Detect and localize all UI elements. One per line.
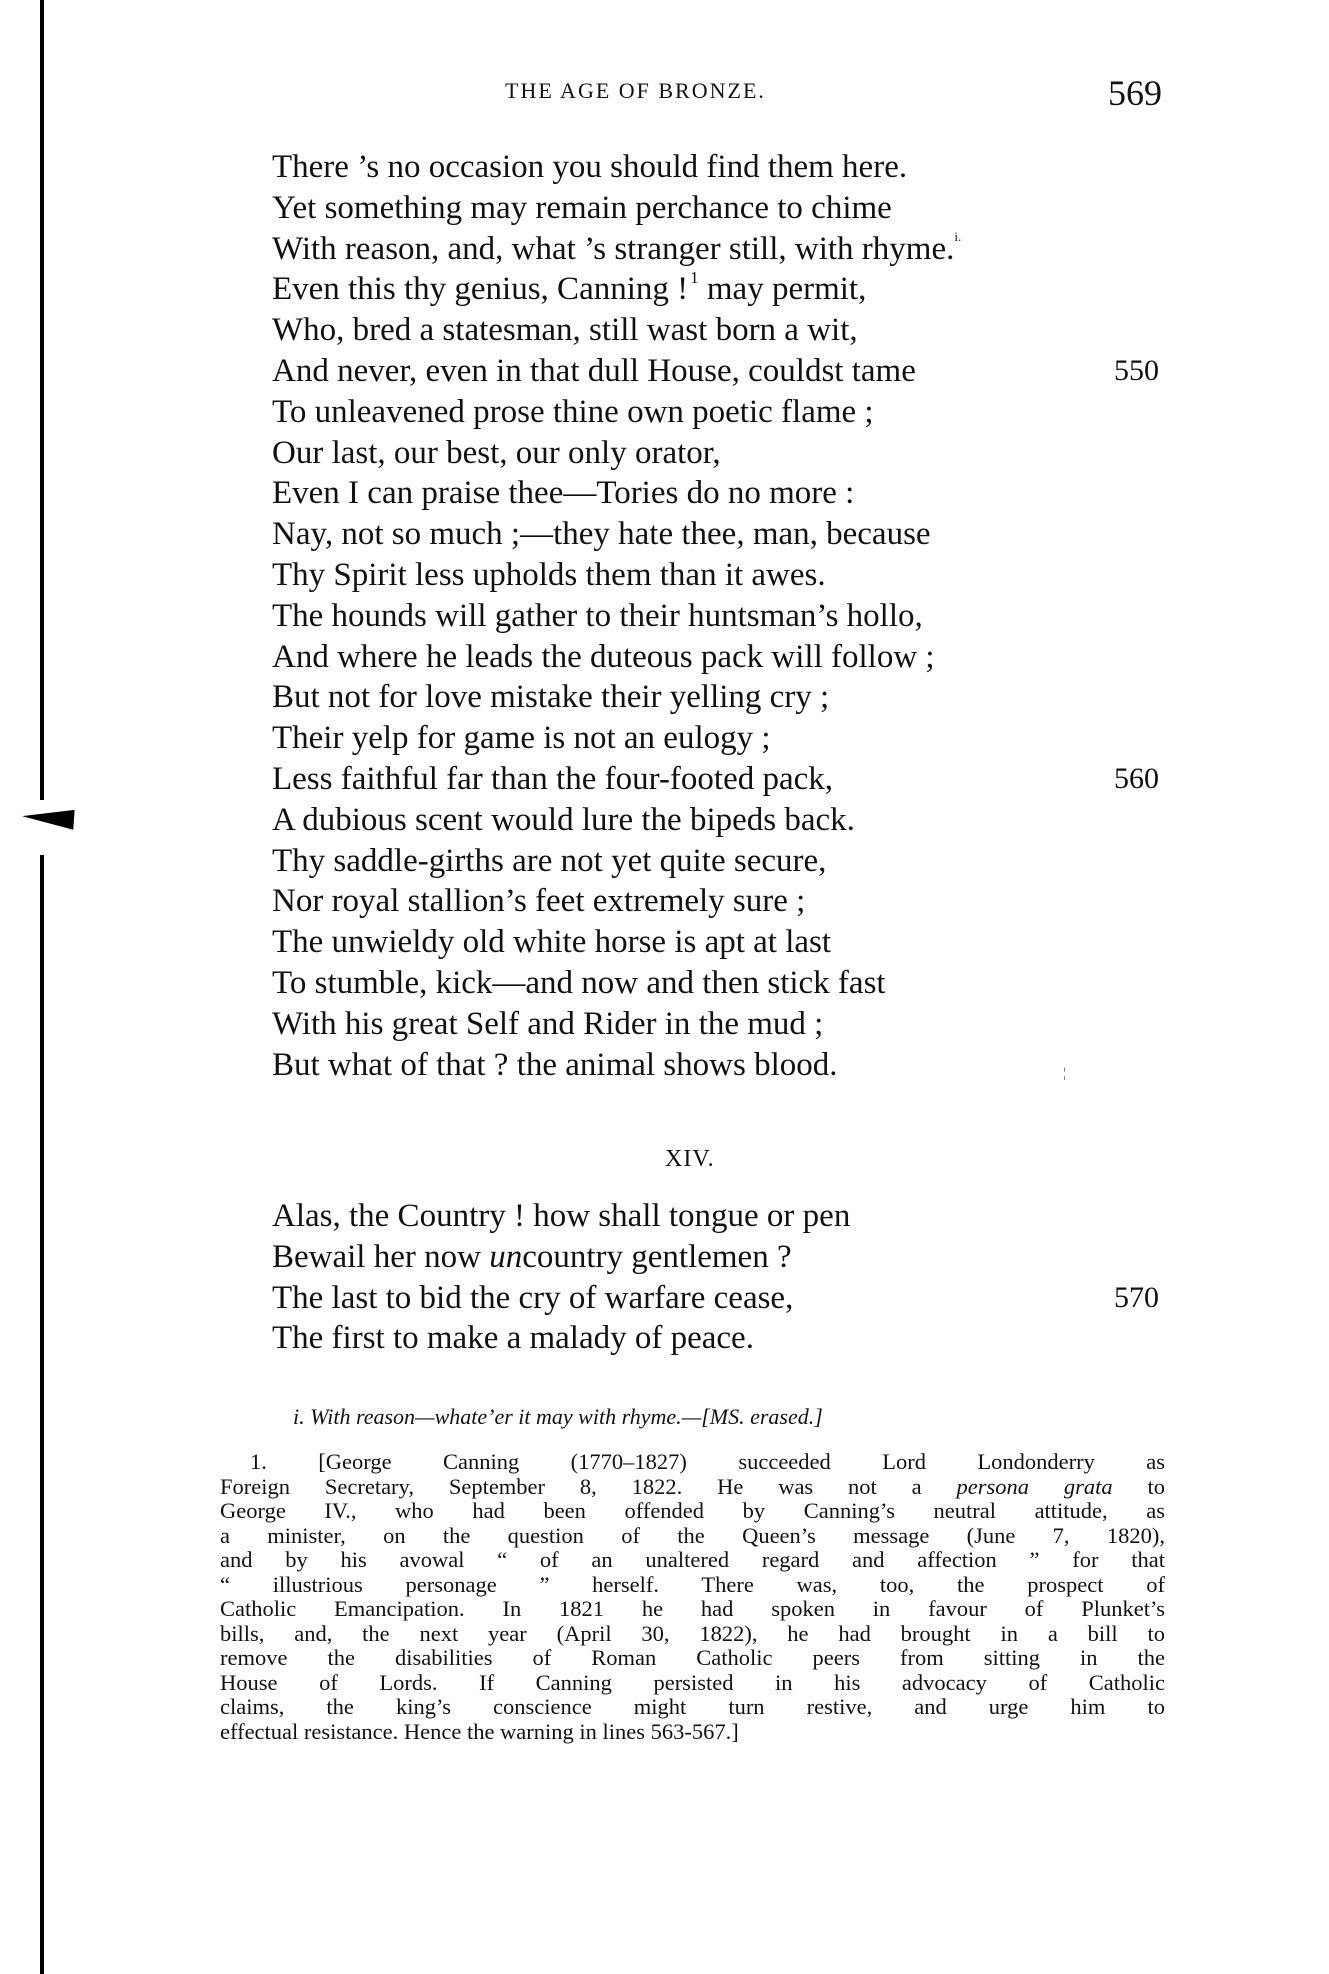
verse-block [272,147,1172,1085]
line-text: Thy saddle-girths are not yet quite secure, [272,842,827,879]
line-text: claims, the king’s conscience might turn restive, and urge him to [220,1694,1165,1719]
line-text: Bewail her now [272,1238,490,1275]
line-text: Nor royal stallion’s feet extremely sure ; [272,883,806,920]
footnote-line [220,1450,1165,1475]
footnote-line [220,1524,1165,1549]
verse-line [272,1278,1172,1319]
verse-line [272,473,1172,514]
verse-line [272,718,1172,759]
verse-line [272,1196,1172,1237]
variant-marker: i. [954,228,962,244]
variant-note-label: i. [293,1404,305,1429]
verse-block [272,1196,1172,1359]
page-number: 569 [1108,73,1162,113]
footnote-line [220,1671,1165,1696]
footnote-line [220,1622,1165,1647]
line-text: Less faithful far than the four-footed pack, [272,760,834,797]
line-text: may permit, [698,271,867,308]
line-text: Our last, our best, our only orator, [272,434,721,471]
verse-line [272,392,1172,433]
line-text: Alas, the Country ! how shall tongue or pen [272,1198,851,1234]
verse-line [272,147,1172,188]
line-text: bills, and, the next year (April 30, 1822), he had brought in a bill to [220,1620,1165,1646]
verse-line [272,1045,1172,1086]
line-text: The unwieldy old white horse is apt at last [272,924,832,961]
line-text: 1. [George Canning (1770–1827) succeeded Lord Londonderry as [250,1449,1165,1474]
running-head: THE AGE OF BRONZE. [505,78,766,103]
verse-line [272,596,1172,637]
verse-line [272,433,1172,474]
line-text: Even I can praise thee—Tories do no more : [272,475,855,512]
line-text: And where he leads the duteous pack will follow ; [272,638,935,675]
line-text: remove the disabilities of Roman Catholic peers from sitting in the [220,1645,1165,1670]
verse-line [272,800,1172,841]
binding-edge-line [40,0,44,800]
line-text: a minister, on the question of the Queen’s message (June 7, 1820), [220,1522,1165,1548]
section-numeral: XIV. [665,1146,715,1172]
verse-line [272,1318,1172,1359]
line-number: 570 [1114,1280,1159,1314]
line-text: Thy Spirit less upholds them than it awes. [272,556,826,593]
line-text: Nay, not so much ;—they hate thee, man, because [272,516,931,553]
line-text: Foreign Secretary, September 8, 1822. He was not a [220,1473,957,1499]
line-text: A dubious scent would lure the bipeds back. [272,801,855,838]
verse-line [272,1004,1172,1045]
line-text: The last to bid the cry of warfare cease, [272,1279,794,1316]
line-text: Their yelp for game is not an eulogy ; [272,720,771,757]
line-text: and by his avowal “ of an unaltered regard and affection ” for that [220,1547,1165,1572]
footnote-line [220,1720,1165,1745]
stray-mark: ¦ [1063,1066,1066,1081]
line-text: But what of that ? the animal shows blood. [272,1046,838,1083]
line-text: But not for love mistake their yelling cry ; [272,679,830,716]
line-text: Even this thy genius, Canning ! [272,271,689,308]
line-number: 550 [1114,353,1159,387]
line-text: And never, even in that dull House, couldst tame [272,352,916,389]
line-text: The first to make a malady of peace. [272,1320,754,1357]
line-text: With reason, and, what ’s stranger still, with rhyme. [272,230,955,267]
binding-edge-line [40,855,44,1974]
italic-text: un [489,1238,523,1275]
line-number: 560 [1114,761,1159,795]
verse-line [272,310,1172,351]
verse-line [272,963,1172,1004]
footnote-reference: 1 [690,268,699,288]
verse-line [272,881,1172,922]
line-text: To stumble, kick—and now and then stick fast [272,964,886,1001]
line-text: Catholic Emancipation. In 1821 he had spoken in favour of Plunket’s [220,1596,1165,1621]
verse-line [272,229,1172,270]
line-text: Who, bred a statesman, still wast born a wit, [272,312,858,349]
footnote [220,1450,1165,1744]
footnote-line [220,1573,1165,1598]
footnote-line [220,1548,1165,1573]
line-text: country gentlemen ? [522,1238,792,1275]
footnote-line [220,1646,1165,1671]
line-text: effectual resistance. Hence the warning in lines 563-567.] [220,1718,739,1744]
line-text: To unleavened prose thine own poetic flame ; [272,393,874,430]
binding-edge-mark [21,806,74,830]
verse-line [272,514,1172,555]
line-text: There ’s no occasion you should find them here. [272,149,908,185]
verse-line [272,1237,1172,1278]
verse-line [272,555,1172,596]
variant-note [293,1404,823,1430]
verse-line [272,677,1172,718]
line-text: The hounds will gather to their huntsman’s hollo, [272,597,923,634]
footnote-line [220,1499,1165,1524]
variant-note-text: With reason—whate’er it may with rhyme.— [310,1404,702,1429]
verse-line [272,841,1172,882]
footnote-line [220,1597,1165,1622]
verse-line [272,637,1172,678]
variant-note-bracket: [MS. erased.] [701,1404,823,1429]
line-text: to [1112,1473,1165,1499]
verse-line [272,922,1172,963]
verse-line [272,759,1172,800]
footnote-line [220,1475,1165,1500]
verse-line [272,269,1172,310]
verse-line [272,351,1172,392]
italic-text: persona grata [956,1473,1113,1499]
line-text: With his great Self and Rider in the mud ; [272,1005,824,1042]
line-text: House of Lords. If Canning persisted in his advocacy of Catholic [220,1669,1165,1695]
line-text: “ illustrious personage ” herself. There was, too, the prospect of [220,1571,1165,1597]
line-text: George IV., who had been offended by Canning’s neutral attitude, as [220,1498,1165,1523]
footnote-line [220,1695,1165,1720]
verse-line [272,188,1172,229]
line-text: Yet something may remain perchance to chime [272,189,892,226]
